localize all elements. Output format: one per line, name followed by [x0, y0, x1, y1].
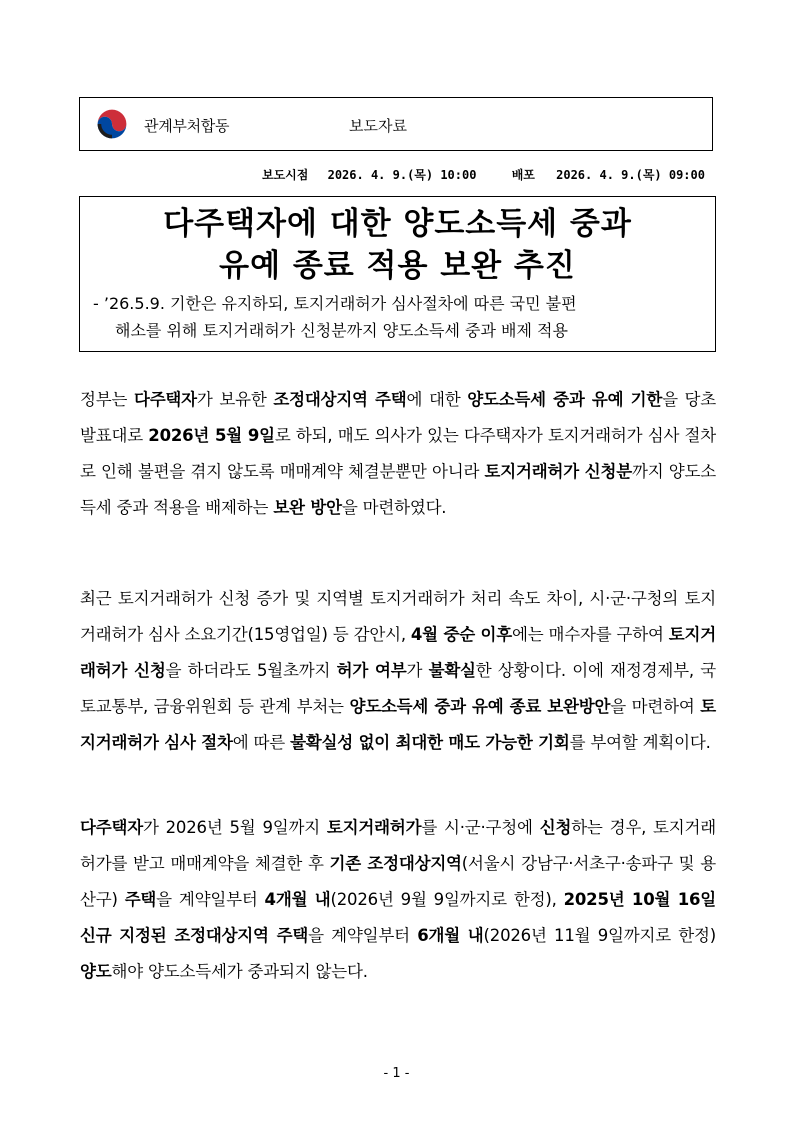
- emphasis-text: 2025년 10월 16일 신규 지정된 조정대상지역 주택: [80, 890, 717, 945]
- emphasis-text: 토지거래허가 신청분: [484, 462, 632, 481]
- emphasis-text: 신청: [539, 818, 572, 837]
- body-text: 을 계약일부터: [156, 890, 265, 909]
- body-text: 를 부여할 계획이다.: [569, 733, 711, 752]
- body-text: (2026년 9월 9일까지로 한정),: [330, 890, 564, 909]
- emphasis-text: 2026년 5월 9일: [148, 426, 275, 445]
- body-text: 에 따른: [232, 733, 291, 752]
- body-text: 가: [406, 661, 429, 680]
- headline-line-2: 유예 종료 적용 보완 추진: [219, 248, 576, 284]
- release-timing: [258, 166, 705, 183]
- body-text: 한 상황이다. 이에 재정경제부, 국토교통부, 금융위원회 등 관계 부처는: [80, 661, 716, 716]
- emphasis-text: 4월 중순 이후: [410, 625, 512, 644]
- subheadline: [93, 290, 705, 344]
- distribution-label: 배포: [511, 168, 535, 182]
- body-text: 로 하되, 매도 의사가 있는 다주택자가 토지거래허가 심사 절차로 인해 불편을 겪지 않도록 매매계약 체결분뿐만 아니라: [80, 426, 716, 481]
- header-box: [79, 97, 713, 151]
- page-number: - 1 -: [383, 1066, 410, 1081]
- emphasis-text: 불확실성 없이 최대한 매도 가능한 기회: [290, 733, 570, 752]
- emphasis-text: 양도: [80, 962, 112, 981]
- body-text: 최근 토지거래허가 신청 증가 및 지역별 토지거래허가 처리 속도 차이, 시·군·구청의 토지거래허가 심사 소요기간(15영업일) 등 감안시,: [80, 589, 716, 644]
- body-text: (서울시 강남구·서초구·송파구 및 용산구): [80, 854, 716, 909]
- emphasis-text: 다주택자: [80, 818, 143, 837]
- body-text: 을 계약일부터: [308, 926, 418, 945]
- emphasis-text: 불확실: [428, 661, 476, 680]
- body-text: 가 보유한: [196, 390, 274, 409]
- release-label: 보도시점: [261, 168, 309, 182]
- org-name: 관계부처합동: [144, 117, 230, 135]
- subheadline-line-1: - ’26.5.9. 기한은 유지하되, 토지거래허가 심사절차에 따른 국민 불편: [93, 294, 577, 313]
- emphasis-text: 토지거래허가 신청: [80, 625, 716, 680]
- paragraph-3: [80, 810, 716, 990]
- body-text: 을 마련하여: [610, 697, 701, 716]
- body-text: 정부는: [80, 390, 134, 409]
- distribution-time: 2026. 4. 9.(목) 09:00: [556, 168, 705, 182]
- release-time: 2026. 4. 9.(목) 10:00: [327, 168, 477, 182]
- emphasis-text: 허가 여부: [336, 661, 407, 680]
- emphasis-text: 다주택자: [133, 390, 197, 409]
- body-text: 을 마련하였다.: [341, 498, 447, 517]
- emphasis-text: 보완 방안: [273, 498, 342, 517]
- body-text: 까지 양도소득세 중과 적용을 배제하는: [80, 462, 716, 517]
- emphasis-text: 토지거래허가: [326, 818, 422, 837]
- headline-line-1: 다주택자에 대한 양도소득세 중과: [163, 206, 632, 242]
- emphasis-text: 기존 조정대상지역: [329, 854, 462, 873]
- body-text: 해야 양도소득세가 중과되지 않는다.: [111, 962, 368, 981]
- body-text: (2026년 11월 9일까지로 한정): [483, 926, 716, 945]
- body-text: 에 대한: [406, 390, 468, 409]
- body-text: 하는 경우, 토지거래허가를 받고 매매계약을 체결한 후: [80, 818, 716, 873]
- subheadline-line-2: 해소를 위해 토지거래허가 신청분까지 양도소득세 중과 배제 적용: [115, 321, 568, 340]
- body-text: 에는 매수자를 구하여: [511, 625, 669, 644]
- release-type: 보도자료: [349, 117, 407, 135]
- body-text: 을 당초 발표대로: [80, 390, 717, 445]
- government-logo-icon: [94, 106, 130, 142]
- emphasis-text: 4개월 내: [264, 890, 331, 909]
- title-box: [79, 196, 716, 352]
- headline: [80, 203, 715, 287]
- emphasis-text: 토지거래허가 심사 절차: [80, 697, 716, 752]
- emphasis-text: 양도소득세 중과 유예 종료 보완방안: [349, 697, 611, 716]
- emphasis-text: 조정대상지역 주택: [273, 390, 407, 409]
- paragraph-2: [80, 581, 716, 761]
- body-text: 를 시·군·구청에: [421, 818, 540, 837]
- emphasis-text: 6개월 내: [417, 926, 484, 945]
- emphasis-text: 양도소득세 중과 유예 기한: [467, 390, 663, 409]
- body-text: 을 하더라도 5월초까지: [165, 661, 337, 680]
- paragraph-1: [80, 382, 716, 526]
- body-text: 가 2026년 5월 9일까지: [142, 818, 327, 837]
- emphasis-text: 주택: [124, 890, 157, 909]
